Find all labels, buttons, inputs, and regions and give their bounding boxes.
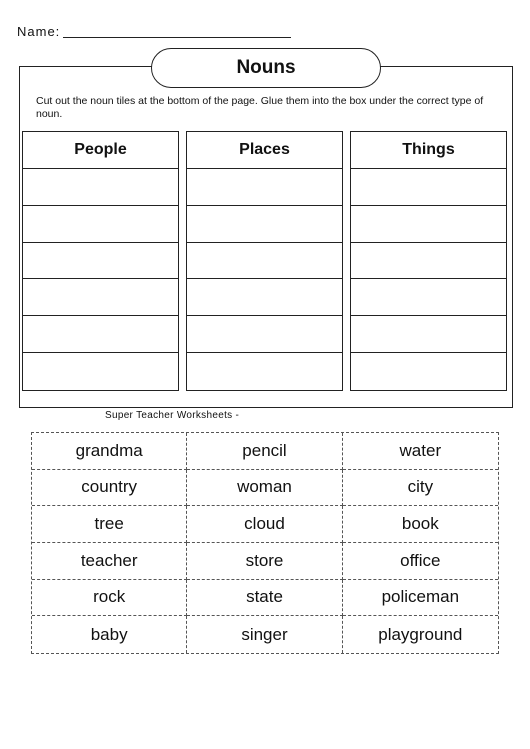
noun-tile[interactable]: water: [343, 433, 498, 470]
column-cell: [187, 279, 342, 316]
column-cell: [187, 243, 342, 280]
column-cell: [23, 316, 178, 353]
column-cell: [351, 169, 506, 206]
noun-tile[interactable]: grandma: [32, 433, 187, 470]
noun-tile[interactable]: city: [343, 470, 498, 507]
noun-tile[interactable]: playground: [378, 624, 463, 644]
column-cell: [187, 169, 342, 206]
noun-tile[interactable]: pencil: [187, 433, 342, 470]
column-cell: [23, 243, 178, 280]
noun-tile[interactable]: store: [187, 543, 342, 580]
noun-tile[interactable]: teacher: [32, 543, 187, 580]
noun-tile[interactable]: rock: [32, 580, 187, 617]
column-cell: [351, 279, 506, 316]
column-header-places: Places: [187, 132, 342, 169]
column-header-people: People: [23, 132, 178, 169]
column-cell: [187, 206, 342, 243]
column-cell: [23, 206, 178, 243]
column-cell: [23, 169, 178, 206]
column-cell: [351, 206, 506, 243]
noun-tile[interactable]: tree: [32, 506, 187, 543]
noun-tile[interactable]: baby: [32, 616, 187, 653]
column-places: [186, 131, 343, 391]
noun-tiles-grid: [31, 432, 499, 654]
noun-tile[interactable]: book: [343, 506, 498, 543]
column-cell: [351, 353, 506, 390]
credit-text: Super Teacher Worksheets -: [105, 410, 240, 421]
column-cell: [187, 316, 342, 353]
noun-tile[interactable]: cloud: [187, 506, 342, 543]
noun-tile[interactable]: office: [343, 543, 498, 580]
noun-tile[interactable]: woman: [187, 470, 342, 507]
noun-tile[interactable]: singer: [187, 616, 342, 653]
noun-tile[interactable]: state: [187, 580, 342, 617]
column-cell: [23, 353, 178, 390]
column-things: [350, 131, 507, 391]
name-line[interactable]: [63, 37, 291, 38]
worksheet-title: Nouns: [151, 48, 381, 88]
column-cell: [187, 353, 342, 390]
column-cell: [23, 279, 178, 316]
instructions-text: Cut out the noun tiles at the bottom of the page. Glue them into the box under the correct type of noun.: [36, 95, 484, 120]
column-cell: [351, 243, 506, 280]
name-label: Name:: [17, 24, 61, 39]
noun-tile[interactable]: country: [32, 470, 187, 507]
column-header-things: Things: [351, 132, 506, 169]
column-people: [22, 131, 179, 391]
column-cell: [351, 316, 506, 353]
noun-tile[interactable]: policeman: [343, 580, 498, 617]
